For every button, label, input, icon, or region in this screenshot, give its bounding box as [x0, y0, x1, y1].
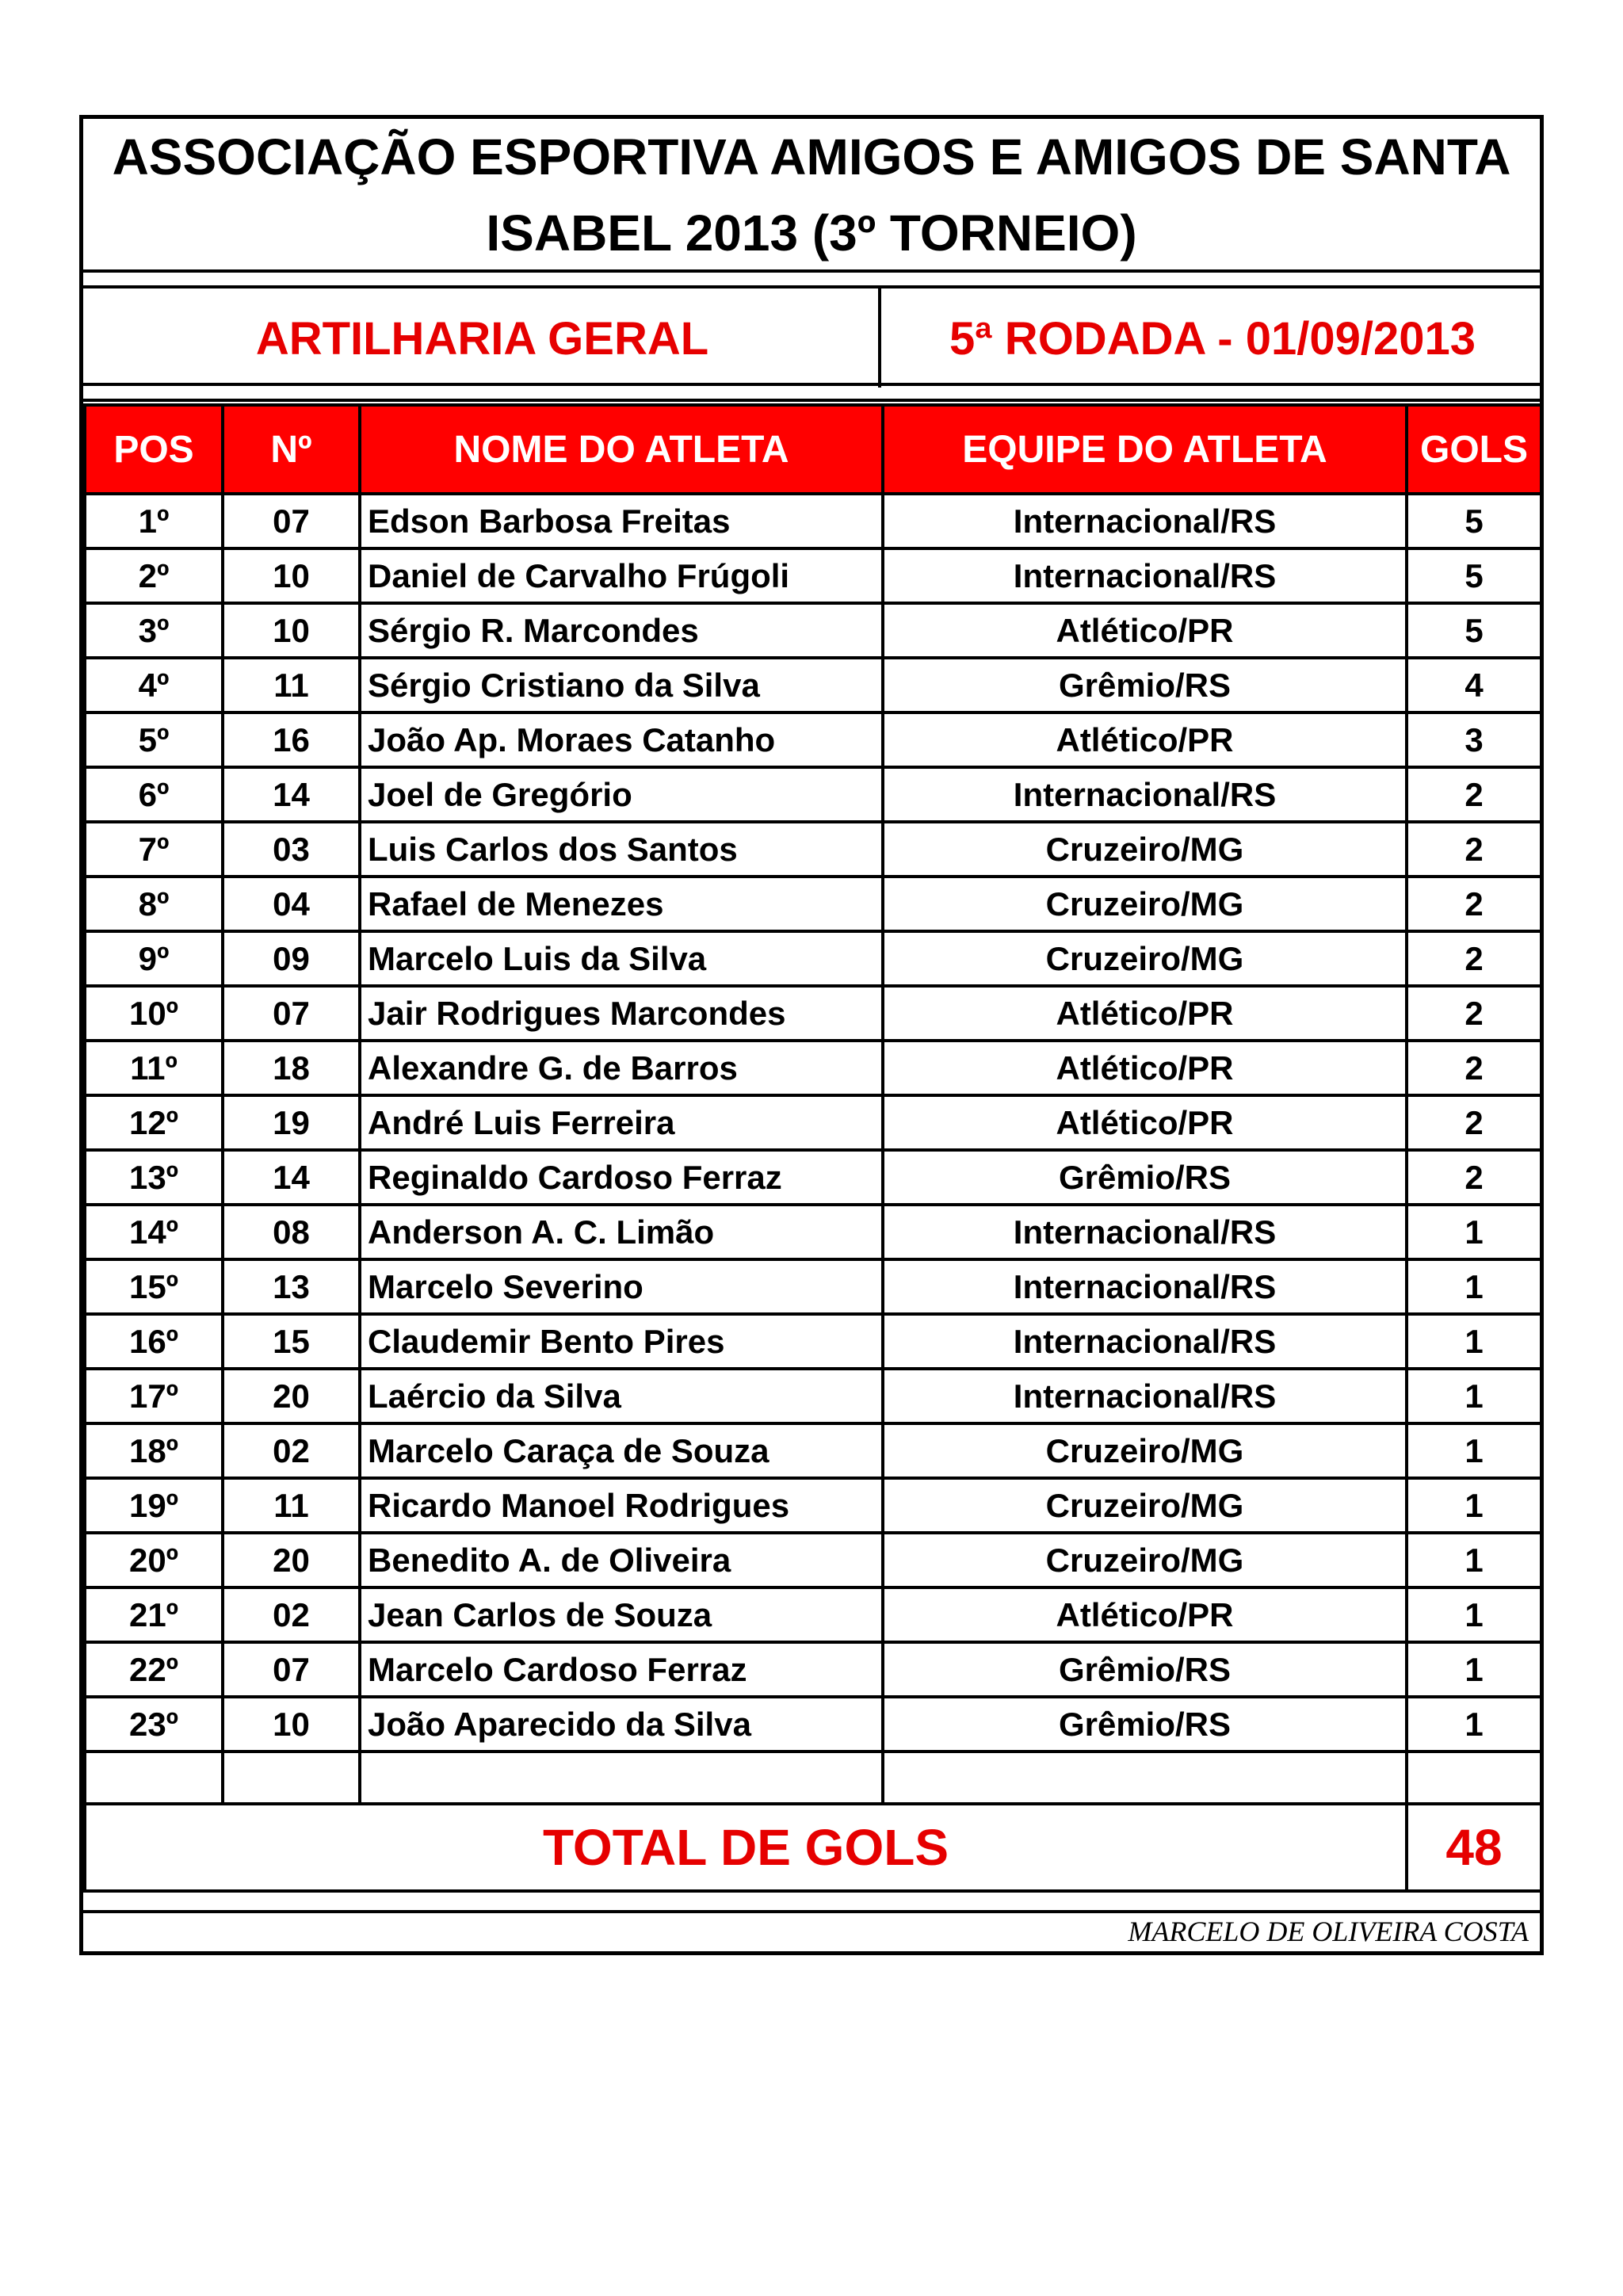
cell-goals: 5	[1407, 603, 1541, 658]
cell-pos: 16º	[85, 1314, 223, 1369]
cell-pos: 2º	[85, 548, 223, 603]
table-row	[85, 548, 1541, 603]
table-row	[85, 712, 1541, 767]
table-row	[85, 1314, 1541, 1369]
cell-name: Benedito A. de Oliveira	[360, 1533, 883, 1587]
cell-name: Daniel de Carvalho Frúgoli	[360, 548, 883, 603]
cell-goals: 2	[1407, 986, 1541, 1041]
cell-pos: 13º	[85, 1150, 223, 1205]
cell-goals: 1	[1407, 1423, 1541, 1478]
cell-goals: 1	[1407, 1478, 1541, 1533]
cell-goals: 4	[1407, 658, 1541, 712]
cell-number: 08	[223, 1205, 360, 1259]
cell-number: 09	[223, 931, 360, 986]
total-label: TOTAL DE GOLS	[85, 1804, 1407, 1891]
cell-pos: 18º	[85, 1423, 223, 1478]
cell-number: 15	[223, 1314, 360, 1369]
cell-name: João Ap. Moraes Catanho	[360, 712, 883, 767]
table-row	[85, 877, 1541, 931]
cell-name: Alexandre G. de Barros	[360, 1041, 883, 1095]
cell-pos: 12º	[85, 1095, 223, 1150]
cell-number: 07	[223, 986, 360, 1041]
cell-team: Internacional/RS	[883, 494, 1407, 548]
cell-name: Joel de Gregório	[360, 767, 883, 822]
cell-pos: 5º	[85, 712, 223, 767]
cell-name: Sérgio R. Marcondes	[360, 603, 883, 658]
cell-pos: 4º	[85, 658, 223, 712]
cell-pos: 10º	[85, 986, 223, 1041]
cell-name: Anderson A. C. Limão	[360, 1205, 883, 1259]
cell-team: Internacional/RS	[883, 1259, 1407, 1314]
cell-number: 07	[223, 1642, 360, 1697]
table-row	[85, 1533, 1541, 1587]
cell-goals: 1	[1407, 1587, 1541, 1642]
cell-team: Grêmio/RS	[883, 1642, 1407, 1697]
cell-pos: 17º	[85, 1369, 223, 1423]
cell-team: Atlético/PR	[883, 986, 1407, 1041]
divider	[83, 1910, 1540, 1913]
cell-pos: 19º	[85, 1478, 223, 1533]
table-row	[85, 1697, 1541, 1752]
subheader	[83, 296, 1540, 383]
cell-goals: 3	[1407, 712, 1541, 767]
cell-team: Cruzeiro/MG	[883, 931, 1407, 986]
cell-number: 03	[223, 822, 360, 877]
round-date: 5ª RODADA - 01/09/2013	[949, 313, 1476, 365]
cell-goals: 5	[1407, 548, 1541, 603]
cell-goals: 5	[1407, 494, 1541, 548]
scorers-table	[83, 403, 1543, 1893]
cell-team: Atlético/PR	[883, 1095, 1407, 1150]
cell-name: Marcelo Caraça de Souza	[360, 1423, 883, 1478]
scoring-sheet	[79, 115, 1544, 1955]
signature: MARCELO DE OLIVEIRA COSTA	[1128, 1916, 1529, 1947]
cell-number: 07	[223, 494, 360, 548]
cell-goals: 2	[1407, 1041, 1541, 1095]
title-line-2: ISABEL 2013 (3º TORNEIO)	[486, 204, 1137, 262]
divider	[83, 285, 1540, 288]
cell-team: Cruzeiro/MG	[883, 822, 1407, 877]
cell-number: 02	[223, 1587, 360, 1642]
cell-goals: 1	[1407, 1642, 1541, 1697]
cell-pos: 6º	[85, 767, 223, 822]
empty-cell	[85, 1752, 223, 1804]
cell-number: 04	[223, 877, 360, 931]
cell-number: 10	[223, 548, 360, 603]
cell-number: 11	[223, 658, 360, 712]
table-row	[85, 1369, 1541, 1423]
empty-cell	[883, 1752, 1407, 1804]
cell-goals: 2	[1407, 1150, 1541, 1205]
cell-team: Internacional/RS	[883, 767, 1407, 822]
cell-pos: 23º	[85, 1697, 223, 1752]
empty-cell	[360, 1752, 883, 1804]
table-row	[85, 767, 1541, 822]
cell-pos: 1º	[85, 494, 223, 548]
cell-name: Laércio da Silva	[360, 1369, 883, 1423]
cell-number: 14	[223, 767, 360, 822]
cell-name: Marcelo Cardoso Ferraz	[360, 1642, 883, 1697]
cell-name: Jean Carlos de Souza	[360, 1587, 883, 1642]
cell-number: 10	[223, 1697, 360, 1752]
cell-pos: 8º	[85, 877, 223, 931]
cell-team: Grêmio/RS	[883, 658, 1407, 712]
cell-pos: 11º	[85, 1041, 223, 1095]
cell-name: Claudemir Bento Pires	[360, 1314, 883, 1369]
total-row	[85, 1804, 1541, 1891]
cell-name: Marcelo Severino	[360, 1259, 883, 1314]
table-row	[85, 1423, 1541, 1478]
cell-goals: 1	[1407, 1369, 1541, 1423]
table-row	[85, 1259, 1541, 1314]
cell-number: 18	[223, 1041, 360, 1095]
title-line-1: ASSOCIAÇÃO ESPORTIVA AMIGOS E AMIGOS DE SANTA	[112, 128, 1511, 185]
cell-name: Rafael de Menezes	[360, 877, 883, 931]
cell-goals: 2	[1407, 822, 1541, 877]
cell-goals: 1	[1407, 1314, 1541, 1369]
cell-team: Internacional/RS	[883, 548, 1407, 603]
cell-pos: 21º	[85, 1587, 223, 1642]
cell-name: Ricardo Manoel Rodrigues	[360, 1478, 883, 1533]
cell-name: Reginaldo Cardoso Ferraz	[360, 1150, 883, 1205]
table-row	[85, 931, 1541, 986]
cell-number: 16	[223, 712, 360, 767]
document-title	[83, 119, 1540, 269]
cell-goals: 2	[1407, 931, 1541, 986]
divider	[83, 383, 1540, 386]
table-header-row	[85, 405, 1541, 494]
cell-pos: 20º	[85, 1533, 223, 1587]
cell-pos: 9º	[85, 931, 223, 986]
cell-goals: 2	[1407, 1095, 1541, 1150]
cell-team: Cruzeiro/MG	[883, 1478, 1407, 1533]
cell-number: 11	[223, 1478, 360, 1533]
cell-pos: 15º	[85, 1259, 223, 1314]
cell-number: 19	[223, 1095, 360, 1150]
table-row	[85, 1478, 1541, 1533]
cell-number: 02	[223, 1423, 360, 1478]
cell-pos: 22º	[85, 1642, 223, 1697]
divider	[83, 269, 1540, 273]
cell-goals: 1	[1407, 1205, 1541, 1259]
cell-team: Grêmio/RS	[883, 1150, 1407, 1205]
table-row	[85, 1150, 1541, 1205]
cell-team: Cruzeiro/MG	[883, 1533, 1407, 1587]
empty-cell	[223, 1752, 360, 1804]
empty-cell	[1407, 1752, 1541, 1804]
cell-goals: 1	[1407, 1697, 1541, 1752]
cell-number: 20	[223, 1369, 360, 1423]
cell-team: Atlético/PR	[883, 603, 1407, 658]
table-row	[85, 1041, 1541, 1095]
cell-goals: 1	[1407, 1259, 1541, 1314]
table-row	[85, 1095, 1541, 1150]
table-row	[85, 603, 1541, 658]
cell-number: 20	[223, 1533, 360, 1587]
cell-number: 14	[223, 1150, 360, 1205]
cell-pos: 14º	[85, 1205, 223, 1259]
column-header-number: Nº	[223, 405, 360, 494]
column-header-team: EQUIPE DO ATLETA	[883, 405, 1407, 494]
cell-team: Internacional/RS	[883, 1205, 1407, 1259]
cell-name: Sérgio Cristiano da Silva	[360, 658, 883, 712]
cell-goals: 1	[1407, 1533, 1541, 1587]
cell-team: Internacional/RS	[883, 1369, 1407, 1423]
column-header-goals: GOLS	[1407, 405, 1541, 494]
column-header-name: NOME DO ATLETA	[360, 405, 883, 494]
cell-name: Edson Barbosa Freitas	[360, 494, 883, 548]
cell-team: Cruzeiro/MG	[883, 877, 1407, 931]
cell-team: Atlético/PR	[883, 712, 1407, 767]
report-title: ARTILHARIA GERAL	[255, 313, 709, 365]
table-row	[85, 1587, 1541, 1642]
cell-goals: 2	[1407, 877, 1541, 931]
cell-number: 10	[223, 603, 360, 658]
cell-name: João Aparecido da Silva	[360, 1697, 883, 1752]
table-row	[85, 658, 1541, 712]
cell-pos: 3º	[85, 603, 223, 658]
divider	[83, 399, 1540, 402]
cell-pos: 7º	[85, 822, 223, 877]
cell-name: Luis Carlos dos Santos	[360, 822, 883, 877]
empty-row	[85, 1752, 1541, 1804]
cell-team: Cruzeiro/MG	[883, 1423, 1407, 1478]
table-row	[85, 1205, 1541, 1259]
cell-number: 13	[223, 1259, 360, 1314]
table-row	[85, 1642, 1541, 1697]
cell-team: Internacional/RS	[883, 1314, 1407, 1369]
cell-goals: 2	[1407, 767, 1541, 822]
column-header-pos: POS	[85, 405, 223, 494]
cell-name: Jair Rodrigues Marcondes	[360, 986, 883, 1041]
cell-team: Grêmio/RS	[883, 1697, 1407, 1752]
cell-name: Marcelo Luis da Silva	[360, 931, 883, 986]
total-value: 48	[1407, 1804, 1541, 1891]
cell-team: Atlético/PR	[883, 1587, 1407, 1642]
cell-team: Atlético/PR	[883, 1041, 1407, 1095]
table-row	[85, 822, 1541, 877]
table-row	[85, 986, 1541, 1041]
cell-name: André Luis Ferreira	[360, 1095, 883, 1150]
table-row	[85, 494, 1541, 548]
